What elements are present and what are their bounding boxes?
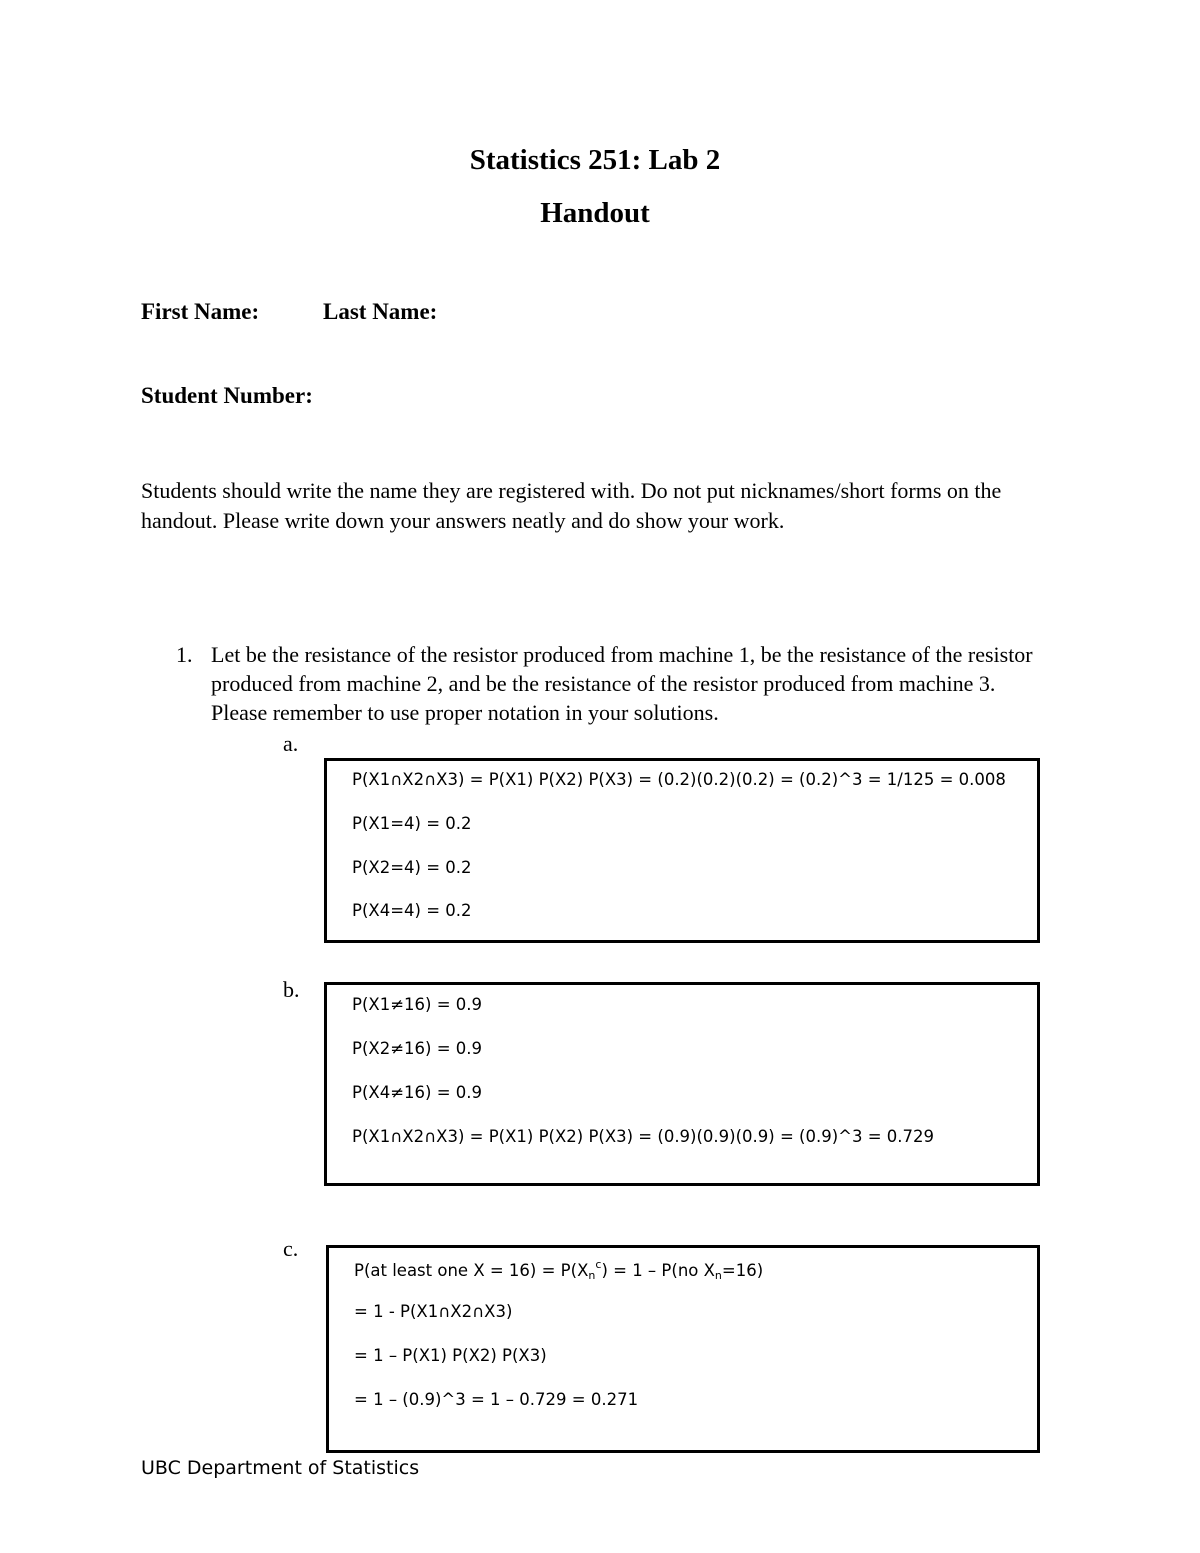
page-footer: UBC Department of Statistics — [141, 1457, 420, 1479]
part-b-label: b. — [283, 977, 300, 1002]
answer-line: P(X1=4) = 0.2 — [352, 814, 472, 833]
question-text: Let be the resistance of the resistor produced from machine 1, be the resistance of the resistor produced from machine 2, and be the resistance of the resistor produced from machine 3. Please remember to use proper notation in your solutions. — [211, 642, 1033, 725]
superscript: c — [595, 1258, 602, 1271]
answer-line — [354, 1258, 763, 1282]
answer-text: =16) — [721, 1261, 764, 1280]
answer-line: P(X4=4) = 0.2 — [352, 901, 472, 920]
first-name-label: First Name: — [141, 299, 260, 324]
answer-line: = 1 - P(X1∩X2∩X3) — [354, 1302, 513, 1321]
answer-text: P(at least one X = 16) = P(X — [354, 1261, 589, 1280]
answer-box-a — [324, 758, 1040, 943]
answer-box-c — [326, 1245, 1040, 1453]
page-subtitle: Handout — [540, 197, 650, 229]
answer-line: P(X2≠16) = 0.9 — [352, 1039, 483, 1058]
answer-line: P(X2=4) = 0.2 — [352, 858, 472, 877]
instructions-paragraph: Students should write the name they are registered with. Do not put nicknames/short forms on the handout. Please write down your answers neatly and do show your work. — [141, 478, 1002, 533]
page-title: Statistics 251: Lab 2 — [469, 144, 721, 176]
last-name-label: Last Name: — [323, 299, 438, 324]
answer-line: P(X1∩X2∩X3) = P(X1) P(X2) P(X3) = (0.9)(0.9)(0.9) = (0.9)^3 = 0.729 — [352, 1127, 935, 1146]
subscript: n — [588, 1269, 596, 1282]
student-number-label: Student Number: — [141, 383, 313, 408]
answer-box-b — [324, 982, 1040, 1186]
answer-line: P(X4≠16) = 0.9 — [352, 1083, 483, 1102]
question-number: 1. — [176, 642, 193, 667]
part-a-label: a. — [283, 731, 299, 756]
answer-line: P(X1∩X2∩X3) = P(X1) P(X2) P(X3) = (0.2)(0.2)(0.2) = (0.2)^3 = 1/125 = 0.008 — [352, 770, 1006, 789]
answer-text: ) = 1 – P(no X — [601, 1261, 715, 1280]
answer-line: = 1 – (0.9)^3 = 1 – 0.729 = 0.271 — [354, 1390, 639, 1409]
part-c-label: c. — [283, 1236, 299, 1261]
answer-line: P(X1≠16) = 0.9 — [352, 995, 483, 1014]
subscript: n — [714, 1269, 722, 1282]
answer-line: = 1 – P(X1) P(X2) P(X3) — [354, 1346, 547, 1365]
